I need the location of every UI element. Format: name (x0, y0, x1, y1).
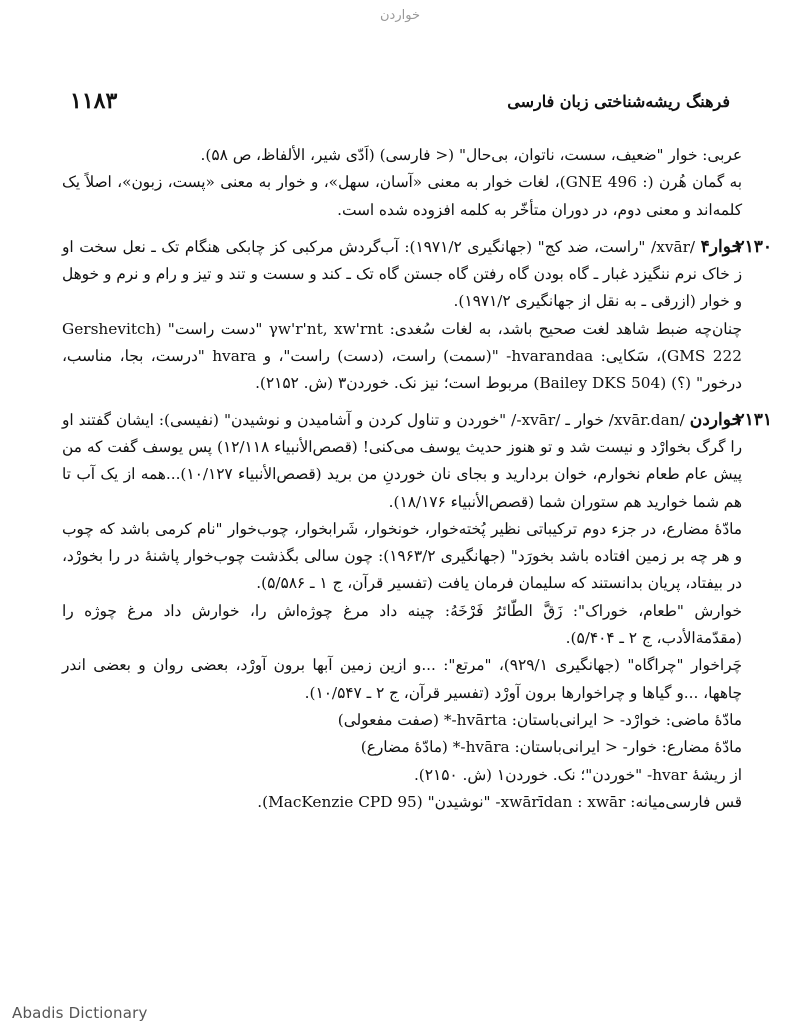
entry-2131-paragraph: مادّهٔ ماضی: خوارْد- < ایرانی‌باستان: hvārta-* (صفت مفعولی) (337, 710, 742, 729)
entry-2130-body (62, 234, 742, 316)
watermark: Abadis Dictionary (12, 1004, 148, 1022)
entry-2130-note: چنان‌چه ضبط شاهد لغت صحیح باشد، به لغات سُغدی: γw'r'nt, xw'rnt "دست راست" (Gershevitch GMS 222)، سَکایی: hvarandaa- "(سمت) راست، (دست) راست"، و hvara "درست، بجا، مناسب، درخور" (؟) (Bailey DKS 504) مربوط است؛ نیز نک. خوردن۳ (ش. ۲۱۵۲). (62, 319, 743, 393)
entry-number: ۲۱۳۰ (735, 236, 772, 257)
entry-2131-paragraph: خوارش "طعام، خوراک": زَقَّ الطّائرُ فَرْخَهُ: چینه داد مرغ چوژه‌اش را، خوارش داد مرغ چوژه را (مقدّمةالأدب، ج ۲ ـ ۵/۴۰۴). (62, 601, 742, 648)
page-number: ۱۱۸۳ (70, 88, 118, 114)
entry-2131-definition: /xvār.dan/ خوار ـ /xvār-/ "خوردن و تناول کردن و آشامیدن و نوشیدن" (نفیسی): ایشان گفتند او را گرگ بخوارْد و نیست شد و تو هنوز حدیث یوسف می‌کنی! (قصص‌الأنبیاء ۱۲/۱۱۸) پس یوسف گفت که من پیش عام طعام نخوارم، خوان برداريد و بجای نان خوردنِ من بريد (قصص‌الأنبیاء ۱۰/۱۲۷)...همه از یک آب تا هم شما خوارید هم ستوران شما (قصص‌الأنبیاء ۱۸/۱۷۶). (62, 410, 742, 511)
entry-2131-body (62, 407, 742, 516)
headword: خوار۴ (700, 236, 742, 257)
entry-2131-paragraph: چَراخوار "چراگاه" (جهانگیری ۹۲۹/۱)، "مرتع": ...و ازین زمین آبها برون آورْد، بعضی روان و بعضی اندر چاهها، ...و گیاها و چراخوارها برون آورْد (تفسیر قرآن، ج ۲ ـ ۱۰/۵۴۷). (62, 656, 742, 702)
entry-number: ۲۱۳۱ (735, 409, 772, 430)
entry-2131-paragraph: مادّهٔ مضارع: خوار- < ایرانی‌باستان: hvāra-* (مادّهٔ مضارع) (360, 738, 742, 757)
entry-2131-paragraph: مادّهٔ مضارع، در جزء دوم ترکیباتی نظیر پُخته‌خوار، خونخوار، شَرابخوار، چوب‌خوار "نام کرمی باشد که چوب و هر چه بر زمین افتاده باشد بخورَد" (جهانگیری ۱۹۶۳/۲): چون سالی بگذشت چوب‌خوار پاشنهٔ در را بخورْد، در بیفتاد، پریان بدانستند که سلیمان فرمان یافت (تفسیر قرآن، ج ۱ ـ ۵/۵۸۶). (62, 519, 743, 593)
dictionary-text (62, 142, 772, 816)
page-caption: خواردن (380, 8, 420, 23)
entry-2131-paragraph: از ریشهٔ hvar- "خوردن"؛ نک. خوردن۱ (ش. ۲۱۵۰). (413, 765, 742, 784)
entry-2130 (62, 234, 772, 398)
entry-2131-paragraph: قس فارسی‌میانه: xwārīdan : xwār- "نوشیدن" (MacKenzie CPD 95). (257, 792, 742, 811)
headword: خواردن (689, 409, 742, 430)
entry-2131 (62, 407, 772, 816)
entry-2130-definition: /xvār/ "راست، ضد کج" (جهانگیری ۱۹۷۱/۲): آب‌گردش مرکبی کز چابکی هنگام تک ـ نعل سخت او ز خاک نرم ننگیزد غبار ـ گاه بودن گاه رفتن گاه جستن گاه تک ـ کند و سست و تند و تیز و رام و نرم و خوهل و خوار (ازرقی ـ به نقل از جهانگیری ۱۹۷۱/۲). (62, 237, 742, 311)
intro-arabic: عربی: خوار "ضعیف، سست، ناتوان، بی‌حال" (< فارسی) (اَدّی شیر، الألفاظ، ص ۵۸). (200, 146, 742, 164)
running-head: فرهنگ ریشه‌شناختی زبان فارسی (507, 92, 730, 111)
intro-horn: به گمان هُرن (: GNE 496)، لغات خوار به معنی «آسان، سهل»، و خوار به معنی «پست، زبون»، اصلاً یک کلمه‌اند و معنی دوم، در دوران متأخّر به کلمه افزوده شده است. (62, 173, 742, 219)
